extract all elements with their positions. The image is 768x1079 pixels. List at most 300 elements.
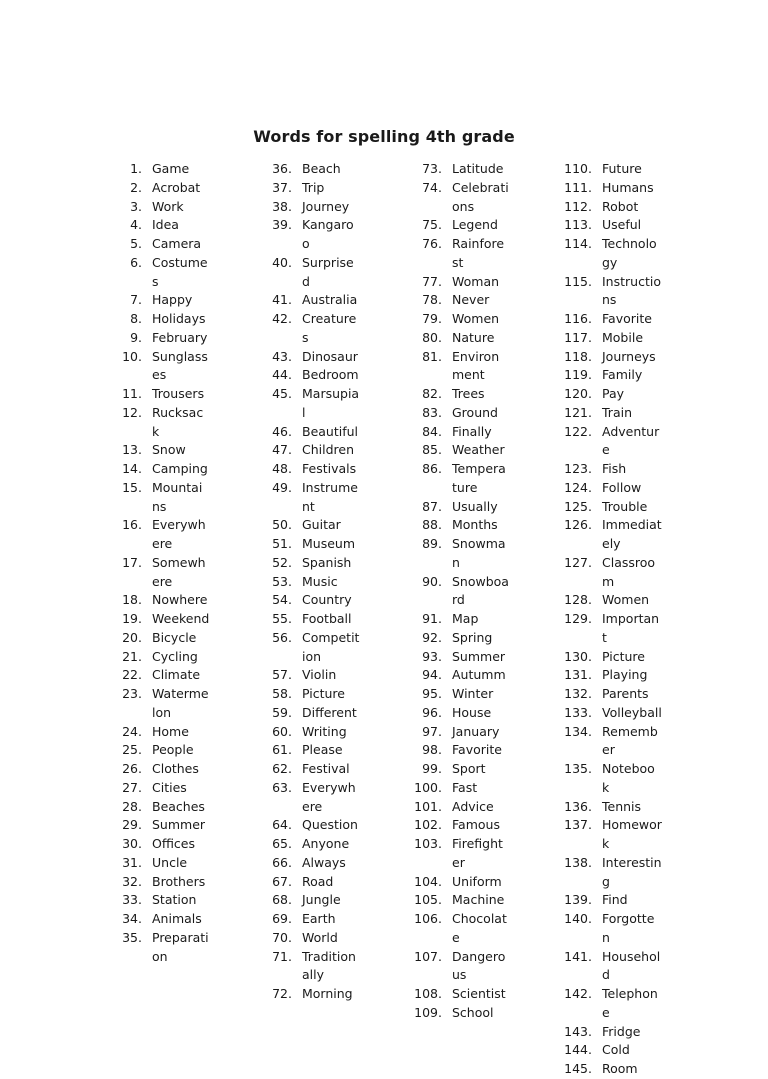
item-number: 98. <box>422 742 442 758</box>
item-number: 81. <box>422 348 442 364</box>
spelling-word: Snow <box>152 442 186 458</box>
item-number: 57. <box>272 667 292 683</box>
spelling-word: Spanish <box>302 554 352 570</box>
list-item <box>112 198 210 217</box>
spelling-word: Instructions <box>602 273 661 308</box>
spelling-word: Violin <box>302 667 337 683</box>
list-item <box>262 460 360 479</box>
item-number: 4. <box>130 217 142 233</box>
list-item <box>112 348 210 386</box>
list-item <box>552 216 662 235</box>
item-number: 29. <box>122 817 142 833</box>
item-number: 118. <box>564 348 592 364</box>
list-item <box>262 723 360 742</box>
item-number: 34. <box>122 911 142 926</box>
page-title: Words for spelling 4th grade <box>253 127 515 146</box>
spelling-word: Advice <box>452 798 494 814</box>
list-item <box>262 310 360 348</box>
item-number: 10. <box>122 348 142 364</box>
list-item <box>412 835 510 873</box>
list-item <box>552 854 662 892</box>
list-item <box>552 516 662 554</box>
list-item <box>262 385 360 423</box>
list-item <box>262 704 360 723</box>
item-number: 36. <box>272 161 292 176</box>
item-number: 80. <box>422 329 442 345</box>
item-number: 48. <box>272 461 292 476</box>
list-item <box>552 366 662 385</box>
list-item <box>112 629 210 648</box>
spelling-word: Question <box>302 817 358 833</box>
spelling-word: Remember <box>602 723 658 758</box>
item-number: 133. <box>564 704 592 720</box>
spelling-word: Trip <box>302 179 325 195</box>
list-item <box>412 704 510 723</box>
list-item <box>412 910 510 948</box>
list-item <box>262 254 360 292</box>
item-number: 31. <box>122 854 142 870</box>
item-number: 126. <box>564 517 592 533</box>
spelling-word: Rucksack <box>152 404 204 439</box>
item-number: 86. <box>422 461 442 476</box>
item-number: 111. <box>564 179 592 195</box>
item-number: 99. <box>422 761 442 776</box>
item-number: 63. <box>272 779 292 795</box>
spelling-word: Volleyball <box>602 704 662 720</box>
list-item <box>262 629 360 667</box>
list-item <box>412 498 510 517</box>
item-number: 17. <box>122 554 142 570</box>
item-number: 60. <box>272 723 292 739</box>
item-number: 62. <box>272 761 292 776</box>
spelling-word: Summer <box>452 648 506 664</box>
spelling-word: Winter <box>452 686 494 701</box>
item-number: 110. <box>564 161 592 176</box>
list-item <box>552 1060 662 1079</box>
spelling-word: Fridge <box>602 1023 641 1039</box>
spelling-word: Australia <box>302 292 358 308</box>
list-item <box>412 685 510 704</box>
item-number: 124. <box>564 479 592 495</box>
spelling-word: Weekend <box>152 611 210 626</box>
item-number: 39. <box>272 217 292 233</box>
item-number: 136. <box>564 798 592 814</box>
item-number: 144. <box>564 1042 592 1058</box>
item-number: 117. <box>564 329 592 345</box>
spelling-word: Fish <box>602 461 627 476</box>
list-item <box>552 423 662 461</box>
item-number: 91. <box>422 611 442 626</box>
list-item <box>552 310 662 329</box>
spelling-word: Jungle <box>302 892 341 908</box>
list-item <box>262 216 360 254</box>
word-column-1 <box>112 160 210 966</box>
item-number: 112. <box>564 198 592 214</box>
item-number: 145. <box>564 1061 592 1076</box>
list-item <box>262 348 360 367</box>
spelling-word: House <box>452 704 492 720</box>
spelling-word: Favorite <box>602 311 652 326</box>
item-number: 32. <box>122 873 142 889</box>
item-number: 103. <box>414 836 442 851</box>
item-number: 2. <box>130 179 142 195</box>
item-number: 7. <box>130 292 142 308</box>
item-number: 12. <box>122 404 142 420</box>
spelling-word: World <box>302 929 338 945</box>
spelling-word: Important <box>602 611 660 645</box>
item-number: 28. <box>122 798 142 814</box>
list-item <box>552 198 662 217</box>
spelling-word: Tennis <box>602 798 642 814</box>
spelling-word: Homework <box>602 817 662 851</box>
list-item <box>412 760 510 779</box>
list-item <box>262 929 360 948</box>
spelling-word: Festival <box>302 761 350 776</box>
spelling-word: Humans <box>602 179 654 195</box>
list-item <box>262 835 360 854</box>
spelling-word: Telephone <box>602 986 658 1020</box>
item-number: 49. <box>272 479 292 495</box>
item-number: 25. <box>122 742 142 758</box>
item-number: 37. <box>272 179 292 195</box>
item-number: 9. <box>130 329 142 345</box>
item-number: 137. <box>564 817 592 833</box>
list-item <box>262 366 360 385</box>
list-item <box>262 854 360 873</box>
spelling-word: Find <box>602 892 628 908</box>
list-item <box>412 385 510 404</box>
list-item <box>262 741 360 760</box>
spelling-word: Picture <box>302 686 345 701</box>
spelling-word: Marsupial <box>302 386 360 420</box>
list-item <box>412 273 510 292</box>
spelling-word: Camping <box>152 461 208 476</box>
item-number: 47. <box>272 442 292 458</box>
item-number: 84. <box>422 423 442 439</box>
list-item <box>262 160 360 179</box>
spelling-word: Morning <box>302 986 353 1001</box>
spelling-word: Climate <box>152 667 201 683</box>
item-number: 51. <box>272 536 292 551</box>
item-number: 119. <box>564 367 592 383</box>
spelling-word: Cold <box>602 1042 630 1058</box>
spelling-word: Pay <box>602 386 625 401</box>
list-item <box>112 891 210 910</box>
list-item <box>112 310 210 329</box>
list-item <box>412 629 510 648</box>
item-number: 52. <box>272 554 292 570</box>
list-item <box>112 441 210 460</box>
spelling-word: Parents <box>602 686 649 701</box>
spelling-word: Classroom <box>602 554 656 589</box>
item-number: 89. <box>422 536 442 551</box>
item-number: 38. <box>272 198 292 214</box>
item-number: 16. <box>122 517 142 533</box>
spelling-word: Nature <box>452 329 495 345</box>
item-number: 73. <box>422 161 442 176</box>
list-item <box>112 798 210 817</box>
spelling-word: Women <box>602 592 650 608</box>
spelling-word: Kangaroo <box>302 217 354 251</box>
spelling-word: Sport <box>452 761 486 776</box>
spelling-word: Traditionally <box>302 948 356 983</box>
item-number: 114. <box>564 236 592 251</box>
item-number: 40. <box>272 254 292 270</box>
spelling-word: Somewhere <box>152 554 206 589</box>
list-item <box>262 948 360 986</box>
spelling-word: Never <box>452 292 490 308</box>
item-number: 6. <box>130 254 142 270</box>
spelling-word: Room <box>602 1061 638 1076</box>
spelling-word: Beautiful <box>302 423 359 439</box>
spelling-word: Home <box>152 723 189 739</box>
spelling-word: Bicycle <box>152 629 197 645</box>
spelling-word: Idea <box>152 217 179 233</box>
list-item <box>112 554 210 592</box>
item-number: 21. <box>122 648 142 664</box>
item-number: 11. <box>122 386 142 401</box>
list-item <box>112 179 210 198</box>
item-number: 75. <box>422 217 442 233</box>
list-item <box>552 816 662 854</box>
spelling-word: Woman <box>452 273 500 289</box>
item-number: 5. <box>130 236 142 251</box>
spelling-word: Uncle <box>152 854 188 870</box>
list-item <box>262 685 360 704</box>
list-item <box>552 160 662 179</box>
list-item <box>262 779 360 817</box>
spelling-word: Environment <box>452 348 500 383</box>
list-item <box>412 404 510 423</box>
list-item <box>112 610 210 629</box>
item-number: 125. <box>564 498 592 514</box>
spelling-word: Holidays <box>152 311 206 326</box>
item-number: 66. <box>272 854 292 870</box>
list-item <box>412 891 510 910</box>
list-item <box>552 1041 662 1060</box>
item-number: 45. <box>272 386 292 401</box>
item-number: 134. <box>564 723 592 739</box>
spelling-word: Everywhere <box>152 517 206 551</box>
list-item <box>552 179 662 198</box>
list-item <box>552 554 662 592</box>
list-item <box>412 329 510 348</box>
spelling-word: Favorite <box>452 742 502 758</box>
item-number: 3. <box>130 198 142 214</box>
spelling-word: February <box>152 329 208 345</box>
list-item <box>112 254 210 292</box>
item-number: 107. <box>414 948 442 964</box>
item-number: 116. <box>564 311 592 326</box>
list-item <box>552 329 662 348</box>
item-number: 23. <box>122 686 142 701</box>
spelling-word: Station <box>152 892 197 908</box>
spelling-word: Usually <box>452 498 498 514</box>
list-item <box>552 1023 662 1042</box>
item-number: 113. <box>564 217 592 233</box>
spelling-word: Legend <box>452 217 498 233</box>
list-item <box>412 666 510 685</box>
list-item <box>262 760 360 779</box>
item-number: 115. <box>564 273 592 289</box>
spelling-word: Beach <box>302 161 341 176</box>
item-number: 130. <box>564 648 592 664</box>
spelling-word: Happy <box>152 292 193 308</box>
item-number: 108. <box>414 986 442 1001</box>
spelling-word: Always <box>302 854 346 870</box>
list-item <box>262 479 360 517</box>
spelling-word: Creatures <box>302 311 357 345</box>
list-item <box>412 460 510 498</box>
item-number: 109. <box>414 1004 442 1020</box>
item-number: 71. <box>272 948 292 964</box>
list-item <box>552 798 662 817</box>
item-number: 138. <box>564 854 592 870</box>
spelling-word: Firefighter <box>452 836 503 870</box>
spelling-word: Map <box>452 611 479 626</box>
spelling-word: Road <box>302 873 334 889</box>
item-number: 79. <box>422 311 442 326</box>
spelling-word: Guitar <box>302 517 341 533</box>
word-column-4 <box>552 160 662 1079</box>
list-item <box>112 910 210 929</box>
item-number: 27. <box>122 779 142 795</box>
list-item <box>552 348 662 367</box>
spelling-word: Future <box>602 161 642 176</box>
spelling-word: Women <box>452 311 500 326</box>
item-number: 140. <box>564 911 592 926</box>
spelling-word: Camera <box>152 236 202 251</box>
list-item <box>262 179 360 198</box>
spelling-word: Earth <box>302 911 336 926</box>
item-number: 59. <box>272 704 292 720</box>
list-item <box>552 235 662 273</box>
item-number: 141. <box>564 948 592 964</box>
item-number: 65. <box>272 836 292 851</box>
spelling-word: Snowboard <box>452 573 509 608</box>
spelling-word: Journey <box>302 198 350 214</box>
item-number: 88. <box>422 517 442 533</box>
list-item <box>112 160 210 179</box>
item-number: 13. <box>122 442 142 458</box>
list-item <box>552 723 662 761</box>
list-item <box>112 835 210 854</box>
list-item <box>262 666 360 685</box>
item-number: 93. <box>422 648 442 664</box>
item-number: 123. <box>564 461 592 476</box>
list-item <box>112 648 210 667</box>
item-number: 24. <box>122 723 142 739</box>
list-item <box>412 741 510 760</box>
item-number: 127. <box>564 554 592 570</box>
spelling-word: Family <box>602 367 643 383</box>
spelling-word: Interesting <box>602 854 662 889</box>
spelling-word: Robot <box>602 198 639 214</box>
list-item <box>412 816 510 835</box>
spelling-word: Snowman <box>452 536 506 570</box>
spelling-word: Useful <box>602 217 642 233</box>
item-number: 83. <box>422 404 442 420</box>
list-item <box>112 816 210 835</box>
list-item <box>262 591 360 610</box>
item-number: 42. <box>272 311 292 326</box>
spelling-word: Nowhere <box>152 592 208 608</box>
item-number: 95. <box>422 686 442 701</box>
spelling-word: Game <box>152 161 190 176</box>
spelling-word: Latitude <box>452 161 504 176</box>
list-item <box>262 291 360 310</box>
item-number: 41. <box>272 292 292 308</box>
item-number: 100. <box>414 779 442 795</box>
list-item <box>552 648 662 667</box>
list-item <box>262 554 360 573</box>
spelling-word: School <box>452 1004 494 1020</box>
spelling-word: Temperature <box>452 461 506 495</box>
list-item <box>112 460 210 479</box>
list-item <box>412 179 510 217</box>
spelling-word: Chocolate <box>452 911 507 945</box>
item-number: 8. <box>130 311 142 326</box>
spelling-word: People <box>152 742 194 758</box>
item-number: 56. <box>272 629 292 645</box>
list-item <box>112 216 210 235</box>
spelling-word: Weather <box>452 442 505 458</box>
spelling-word: Different <box>302 704 357 720</box>
list-item <box>112 854 210 873</box>
spelling-word: Children <box>302 442 355 458</box>
spelling-word: Costumes <box>152 254 208 289</box>
list-item <box>412 423 510 442</box>
spelling-word: Mountains <box>152 479 203 514</box>
list-item <box>412 310 510 329</box>
item-number: 76. <box>422 236 442 251</box>
spelling-word: Please <box>302 742 343 758</box>
item-number: 35. <box>122 929 142 945</box>
spelling-word: Brothers <box>152 873 206 889</box>
list-item <box>552 891 662 910</box>
list-item <box>412 216 510 235</box>
spelling-word: Spring <box>452 629 493 645</box>
list-item <box>262 873 360 892</box>
spelling-word: Train <box>602 404 632 420</box>
item-number: 18. <box>122 592 142 608</box>
item-number: 61. <box>272 742 292 758</box>
list-item <box>112 685 210 723</box>
spelling-word: Surprised <box>302 254 354 289</box>
spelling-word: Adventure <box>602 423 660 458</box>
item-number: 70. <box>272 929 292 945</box>
list-item <box>112 516 210 554</box>
spelling-word: Journeys <box>602 348 656 364</box>
item-number: 14. <box>122 461 142 476</box>
list-item <box>412 291 510 310</box>
spelling-word: Forgotten <box>602 911 655 945</box>
spelling-word: Fast <box>452 779 478 795</box>
item-number: 68. <box>272 892 292 908</box>
spelling-word: Watermelon <box>152 686 209 720</box>
list-item <box>552 685 662 704</box>
spelling-word: Household <box>602 948 661 983</box>
item-number: 131. <box>564 667 592 683</box>
spelling-word: Festivals <box>302 461 357 476</box>
item-number: 132. <box>564 686 592 701</box>
item-number: 85. <box>422 442 442 458</box>
list-item <box>412 235 510 273</box>
item-number: 135. <box>564 761 592 776</box>
list-item <box>112 873 210 892</box>
item-number: 96. <box>422 704 442 720</box>
item-number: 101. <box>414 798 442 814</box>
